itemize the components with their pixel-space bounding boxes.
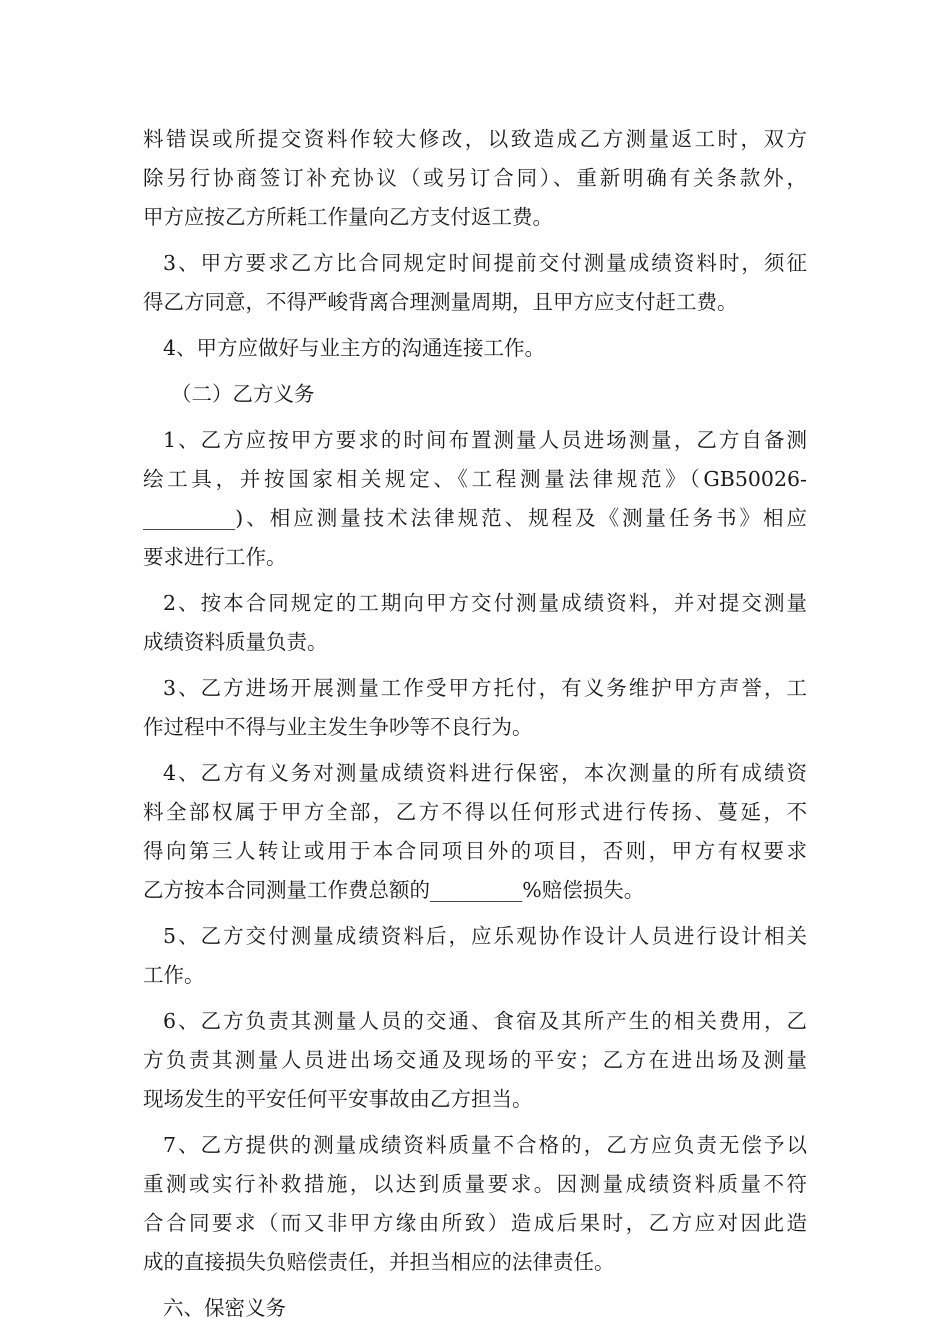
document-body xyxy=(143,120,807,1328)
text-line: 7、乙方提供的测量成绩资料质量不合格的，乙方应负责无偿予以 xyxy=(163,1133,807,1157)
text-line: 成的直接损失负赔偿责任，并担当相应的法律责任。 xyxy=(143,1250,615,1274)
paragraph-party-b-7 xyxy=(143,1126,807,1282)
paragraph-party-b-4 xyxy=(143,754,807,910)
text-line: 工作。 xyxy=(143,963,205,987)
text-line: 料错误或所提交资料作较大修改，以致造成乙方测量返工时，双方 xyxy=(143,127,807,151)
text-line: _________)、相应测量技术法律规范、规程及《测量任务书》相应 xyxy=(143,506,807,530)
paragraph-party-b-3 xyxy=(143,669,807,747)
text-line: 甲方应按乙方所耗工作量向乙方支付返工费。 xyxy=(143,205,553,229)
text-line: 得乙方同意，不得严峻背离合理测量周期，且甲方应支付赶工费。 xyxy=(143,290,738,314)
paragraph-party-b-6 xyxy=(143,1002,807,1119)
section-heading: （二）乙方义务 xyxy=(171,382,315,406)
paragraph-party-b-1 xyxy=(143,421,807,577)
text-line: 6、乙方负责其测量人员的交通、食宿及其所产生的相关费用，乙 xyxy=(163,1009,807,1033)
paragraph-rework-fee xyxy=(143,120,807,237)
text-line: 作过程中不得与业主发生争吵等不良行为。 xyxy=(143,715,533,739)
text-line: 3、甲方要求乙方比合同规定时间提前交付测量成绩资料时，须征 xyxy=(163,251,807,275)
text-line: 要求进行工作。 xyxy=(143,545,287,569)
text-line: 现场发生的平安任何平安事故由乙方担当。 xyxy=(143,1087,533,1111)
text-line: 绘工具，并按国家相关规定、《工程测量法律规范》（GB50026- xyxy=(143,467,807,491)
section-heading-confidentiality xyxy=(143,1289,807,1328)
text-line: 合合同要求（而又非甲方缘由所致）造成后果时，乙方应对因此造 xyxy=(143,1211,807,1235)
paragraph-party-b-5 xyxy=(143,917,807,995)
section-heading: 六、保密义务 xyxy=(163,1296,286,1320)
text-line: 除另行协商签订补充协议（或另订合同）、重新明确有关条款外， xyxy=(143,166,807,190)
paragraph-party-b-2 xyxy=(143,584,807,662)
text-line: 3、乙方进场开展测量工作受甲方托付，有义务维护甲方声誉，工 xyxy=(163,676,807,700)
text-line: 2、按本合同规定的工期向甲方交付测量成绩资料，并对提交测量 xyxy=(163,591,807,615)
text-line: 重测或实行补救措施，以达到质量要求。因测量成绩资料质量不符 xyxy=(143,1172,807,1196)
text-line: 5、乙方交付测量成绩资料后，应乐观协作设计人员进行设计相关 xyxy=(163,924,807,948)
text-line: 乙方按本合同测量工作费总额的_________%赔偿损失。 xyxy=(143,878,645,902)
text-line: 1、乙方应按甲方要求的时间布置测量人员进场测量，乙方自备测 xyxy=(163,428,807,452)
paragraph-party-a-4 xyxy=(143,329,807,368)
text-line: 方负责其测量人员进出场交通及现场的平安；乙方在进出场及测量 xyxy=(143,1048,807,1072)
text-line: 成绩资料质量负责。 xyxy=(143,630,328,654)
section-heading-party-b-obligations xyxy=(143,375,807,414)
text-line: 料全部权属于甲方全部，乙方不得以任何形式进行传扬、蔓延，不 xyxy=(143,800,807,824)
text-line: 4、甲方应做好与业主方的沟通连接工作。 xyxy=(163,336,546,360)
text-line: 4、乙方有义务对测量成绩资料进行保密，本次测量的所有成绩资 xyxy=(163,761,807,785)
paragraph-party-a-3 xyxy=(143,244,807,322)
text-line: 得向第三人转让或用于本合同项目外的项目，否则，甲方有权要求 xyxy=(143,839,807,863)
